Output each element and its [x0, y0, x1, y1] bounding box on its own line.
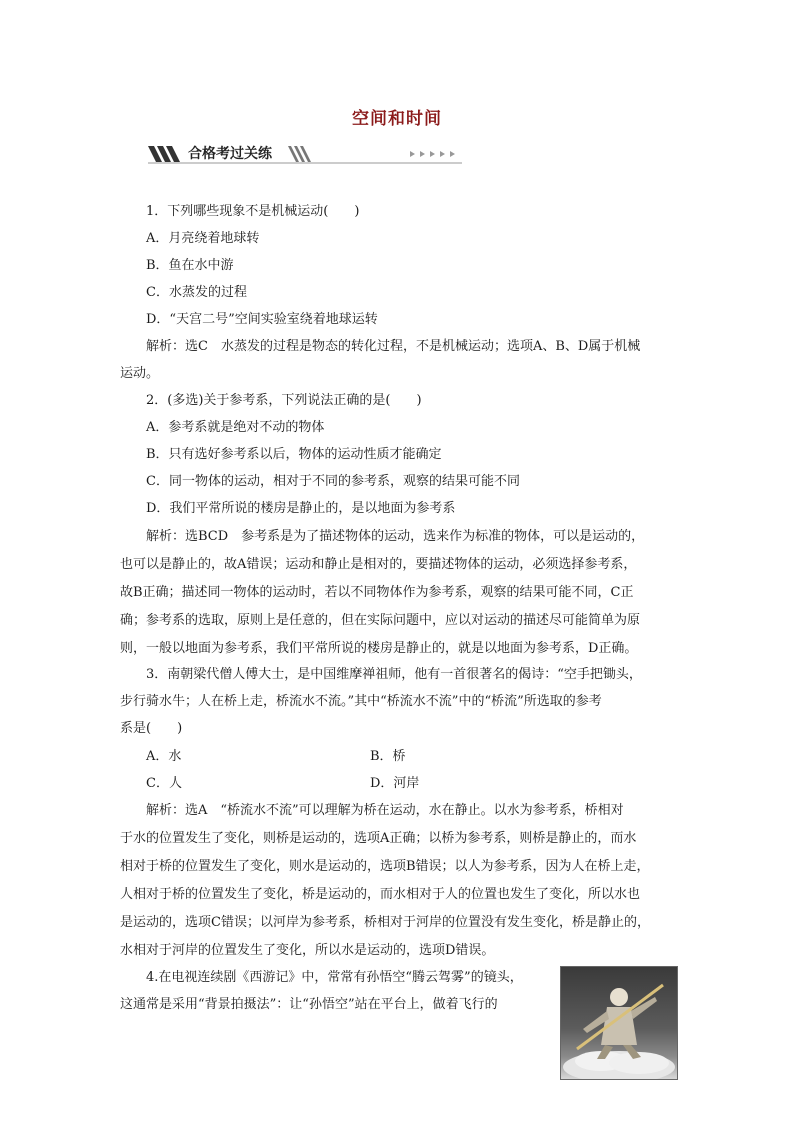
q1-option-d: D．“天宫二号”空间实验室绕着地球运转 — [146, 312, 378, 327]
q3-option-d: D．河岸 — [370, 776, 420, 791]
q2-analysis-line: 则，一般以地面为参考系，我们平常所说的楼房是静止的，就是以地面为参考系，D正确。 — [120, 641, 638, 656]
q1-analysis-cont: 运动。 — [120, 366, 160, 381]
q2-analysis-line: 故B正确；描述同一物体的运动时，若以不同物体作为参考系，观察的结果可能不同，C正 — [120, 585, 634, 600]
question-1-stem: 1．下列哪些现象不是机械运动( ) — [146, 204, 360, 219]
q2-option-c: C．同一物体的运动，相对于不同的参考系，观察的结果可能不同 — [146, 474, 520, 489]
q3-analysis-line: 人相对于桥的位置发生了变化，桥是运动的，而水相对于人的位置也发生了变化，所以水也 — [120, 887, 641, 902]
monkey-king-figure-icon — [561, 967, 677, 1079]
q3-option-a: A．水 — [146, 749, 182, 764]
q3-analysis-line: 水相对于河岸的位置发生了变化，所以水是运动的，选项D错误。 — [120, 943, 495, 958]
question-3-stem: 3．南朝梁代僧人傅大士，是中国维摩禅祖师，他有一首很著名的偈诗：“空手把锄头， — [146, 667, 642, 682]
q3-analysis-line: 相对于桥的位置发生了变化，则水是运动的，选项B错误；以人为参考系，因为人在桥上走， — [120, 859, 650, 874]
question-2-stem: 2．(多选)关于参考系，下列说法正确的是( ) — [146, 393, 422, 408]
q3-option-b: B．桥 — [370, 749, 406, 764]
q3-analysis: 解析：选A “桥流水不流”可以理解为桥在运动，水在静止。以水为参考系，桥相对 — [146, 803, 624, 818]
question-3-stem-cont: 系是( ) — [120, 721, 183, 736]
q1-option-a: A．月亮绕着地球转 — [146, 231, 260, 246]
monkey-king-photo — [560, 966, 678, 1080]
q2-analysis-line: 也可以是静止的，故A错误；运动和静止是相对的，要描述物体的运动，必须选择参考系， — [120, 557, 637, 572]
q2-option-a: A．参考系就是绝对不动的物体 — [146, 420, 325, 435]
question-4-stem: 4.在电视连续剧《西游记》中，常常有孙悟空“腾云驾雾”的镜头， — [146, 970, 523, 985]
q2-option-b: B．只有选好参考系以后，物体的运动性质才能确定 — [146, 447, 442, 462]
page-title: 空间和时间 — [352, 109, 442, 129]
q1-analysis: 解析：选C 水蒸发的过程是物态的转化过程，不是机械运动；选项A、B、D属于机械 — [146, 339, 641, 354]
q1-option-c: C．水蒸发的过程 — [146, 285, 247, 300]
q3-option-c: C．人 — [146, 776, 182, 791]
question-3-stem-cont: 步行骑水牛；人在桥上走，桥流水不流。”其中“桥流水不流”中的“桥流”所选取的参考 — [120, 694, 602, 709]
q2-option-d: D．我们平常所说的楼房是静止的，是以地面为参考系 — [146, 501, 456, 516]
q2-analysis-line: 确；参考系的选取，原则上是任意的，但在实际问题中，应以对运动的描述尽可能简单为原 — [120, 613, 641, 628]
q2-analysis: 解析：选BCD 参考系是为了描述物体的运动，选来作为标准的物体，可以是运动的， — [146, 529, 645, 544]
q3-analysis-line: 于水的位置发生了变化，则桥是运动的，选项A正确；以桥为参考系，则桥是静止的，而水 — [120, 831, 637, 846]
section-banner — [148, 142, 462, 166]
q1-option-b: B．鱼在水中游 — [146, 258, 234, 273]
banner-label: 合格考过关练 — [188, 146, 272, 162]
question-4-stem-cont: 这通常是采用“背景拍摄法”：让“孙悟空”站在平台上，做着飞行的 — [120, 997, 498, 1012]
q3-analysis-line: 是运动的，选项C错误；以河岸为参考系，桥相对于河岸的位置没有发生变化，桥是静止的， — [120, 915, 650, 930]
